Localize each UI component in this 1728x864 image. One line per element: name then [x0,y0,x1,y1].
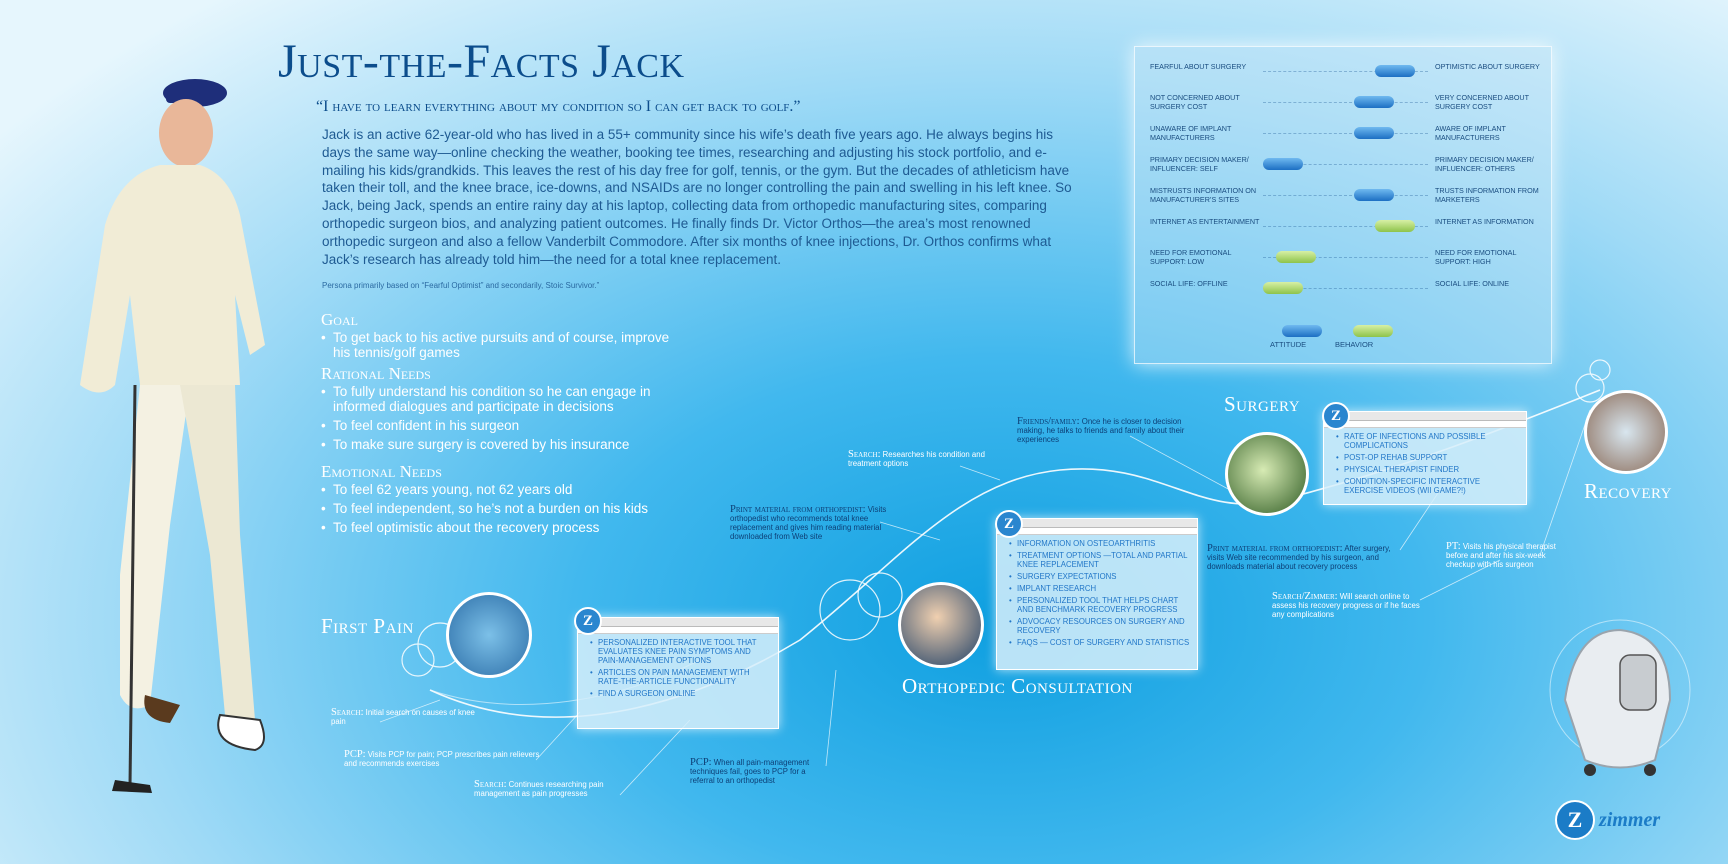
browser-bar [997,519,1197,528]
web1-list [578,638,778,698]
scale-row [1135,125,1551,155]
scale-right-label: SOCIAL LIFE: ONLINE [1435,279,1510,288]
list-item: • FAQS — COST OF SURGERY AND STATISTICS [1017,638,1191,647]
scale-right-label: TRUSTS INFORMATION FROM MARKETERS [1435,186,1539,204]
list-item: • PERSONALIZED TOOL THAT HELPS CHART AND BENCHMARK RECOVERY PROGRESS [1017,596,1191,614]
list-item: • FIND A SURGEON ONLINE [598,689,772,698]
list-item: • CONDITION-SPECIFIC INTERACTIVE EXERCISE VIDEOS (WII GAME?!) [1344,477,1520,495]
goal-heading: Goal [321,310,358,329]
list-item: • To make sure surgery is covered by his insurance [321,437,681,452]
stage-first-pain: First Pain [321,614,414,638]
knee-implant-device [1545,610,1695,790]
scale-row [1135,249,1551,279]
scale-left-label: NEED FOR EMOTIONAL SUPPORT: LOW [1150,248,1232,266]
web3-list [1324,432,1526,495]
annotation-pcp-2: PCP: When all pain-management techniques fail, goes to PCP for a referral to an orthopedist [690,757,810,785]
annotation-search-2: Search: Continues researching pain management as pain progresses [474,779,604,798]
scale-right-label: AWARE OF IMPLANT MANUFACTURERS [1435,124,1506,142]
list-item: • SURGERY EXPECTATIONS [1017,572,1191,581]
annotation-search-4: Search/Zimmer: Will search online to assess his recovery progress or if he faces any complications [1272,591,1420,619]
scale-marker [1354,127,1394,139]
scale-left-label: UNAWARE OF IMPLANT MANUFACTURERS [1150,124,1232,142]
emotional-heading: Emotional Needs [321,462,442,481]
list-item: • PHYSICAL THERAPIST FINDER [1344,465,1520,474]
scale-row [1135,187,1551,217]
zimmer-z-icon: Z [995,510,1023,538]
zimmer-wordmark: zimmer [1599,808,1661,831]
recovery-photo [1584,390,1668,474]
rational-list [321,384,681,452]
legend-attitude: ATTITUDE [1270,340,1307,349]
stage-consultation: Orthopedic Consultation [902,674,1133,698]
list-item: • To fully understand his condition so he can engage in informed dialogues and participate in decisions [321,384,681,414]
scale-left-label: MISTRUSTS INFORMATION ON MANUFACTURER’S SITES [1150,186,1257,204]
list-item: • IMPLANT RESEARCH [1017,584,1191,593]
legend-behavior-swatch [1353,325,1393,337]
list-item: • To feel independent, so he’s not a burden on his kids [321,501,681,516]
scale-left-label: FEARFUL ABOUT SURGERY [1150,62,1247,71]
annotation-pt: PT: Visits his physical therapist before and after his six-week checkup with his surgeon [1446,541,1556,569]
web2-list [997,539,1197,647]
persona-story: Jack is an active 62-year-old who has lived in a 55+ community since his wife’s death five years ago. He always begins his days the same way—online checking the weather, booking tee times, researching and adjusting his stock portfolio, and e-mailing his kids/grandkids. This leaves the rest of his day free for golf, tennis, or the gym. But the decades of athleticism have taken their toll, and the knee brace, ice-downs, and NSAIDs are no longer controlling the pain and swelling in his left knee. So Jack, being Jack, spends an entire rainy day at his laptop, collecting data from orthopedic manufacturing sites, comparing orthopedic surgeon bios, and analyzing patient outcomes. He finally finds Dr. Victor Orthos—the area’s most renowned orthopedic surgeon and also a fellow Vanderbilt Commodore. After six months of knee injections, Dr. Orthos confirms what Jack’s research has already told him—the need for a total knee replacement. [322,127,1072,267]
scale-track [1263,133,1428,135]
goal-list [321,330,681,360]
website-panel-1 [577,617,779,729]
annotation-search-1: Search: Initial search on causes of knee pain [331,707,475,726]
scale-right-label: OPTIMISTIC ABOUT SURGERY [1435,62,1540,71]
browser-url [997,528,1197,535]
stage-surgery: Surgery [1224,392,1301,416]
scale-row [1135,63,1551,93]
zimmer-z-icon: Z [1555,800,1595,840]
scale-marker [1354,189,1394,201]
annotation-friends: Friends/family: Once he is closer to decision making, he talks to friends and family about their experiences [1017,416,1185,444]
list-item: • To feel 62 years young, not 62 years old [321,482,681,497]
browser-url [1324,421,1526,428]
annotation-search-3: Search: Researches his condition and treatment options [848,449,985,468]
page-title: Just-the-Facts Jack [278,35,685,88]
scale-marker [1276,251,1316,263]
legend-behavior: BEHAVIOR [1335,340,1374,349]
scale-track [1263,195,1428,197]
scale-marker [1375,65,1415,77]
scale-left-label: PRIMARY DECISION MAKER/ INFLUENCER: SELF [1150,155,1249,173]
website-panel-2 [996,518,1198,670]
scale-right-label: PRIMARY DECISION MAKER/ INFLUENCER: OTHERS [1435,155,1534,173]
scale-row [1135,218,1551,248]
zimmer-z-icon: Z [1322,402,1350,430]
surgery-photo [1225,432,1309,516]
browser-bar [578,618,778,627]
zimmer-logo [1555,800,1660,840]
emotional-list [321,482,681,535]
annotation-pcp-1: PCP: Visits PCP for pain; PCP prescribes pain relievers and recommends exercises [344,749,540,768]
scale-row [1135,94,1551,124]
list-item: • ADVOCACY RESOURCES ON SURGERY AND RECOVERY [1017,617,1191,635]
list-item: • To feel optimistic about the recovery process [321,520,681,535]
list-item: • To get back to his active pursuits and of course, improve his tennis/golf games [321,330,681,360]
scale-right-label: VERY CONCERNED ABOUT SURGERY COST [1435,93,1529,111]
list-item: • ARTICLES ON PAIN MANAGEMENT WITH RATE-THE-ARTICLE FUNCTIONALITY [598,668,772,686]
stage-recovery: Recovery [1584,479,1673,503]
scale-left-label: NOT CONCERNED ABOUT SURGERY COST [1150,93,1240,111]
scale-right-label: NEED FOR EMOTIONAL SUPPORT: HIGH [1435,248,1517,266]
legend-attitude-swatch [1282,325,1322,337]
consultation-photo [898,582,984,668]
zimmer-z-icon: Z [574,607,602,635]
rational-heading: Rational Needs [321,364,431,383]
annotation-print-1: Print material from orthopedist: Visits orthopedist who recommends total knee replacement and gives him reading material downloaded from Web site [730,504,887,541]
list-item: • RATE OF INFECTIONS AND POSSIBLE COMPLICATIONS [1344,432,1520,450]
scale-marker [1263,282,1303,294]
golfer-illustration [60,55,290,845]
browser-bar [1324,412,1526,421]
scale-marker [1375,220,1415,232]
annotation-print-2: Print material from orthopedist: After surgery, visits Web site recommended by his surgeon, and downloads material about recovery process [1207,543,1391,571]
attitude-behavior-panel [1134,46,1552,364]
list-item: • POST-OP REHAB SUPPORT [1344,453,1520,462]
scale-row [1135,280,1551,310]
scale-marker [1354,96,1394,108]
browser-url [578,627,778,634]
first-pain-photo [446,592,532,678]
scale-track [1263,102,1428,104]
list-item: • TREATMENT OPTIONS —TOTAL AND PARTIAL KNEE REPLACEMENT [1017,551,1191,569]
list-item: • To feel confident in his surgeon [321,418,681,433]
persona-quote: “I have to learn everything about my condition so I can get back to golf.” [316,98,801,115]
persona-note: Persona primarily based on “Fearful Optimist” and secondarily, Stoic Survivor.” [322,281,600,290]
needs-section [321,310,681,539]
scale-left-label: SOCIAL LIFE: OFFLINE [1150,279,1228,288]
scale-marker [1263,158,1303,170]
list-item: • INFORMATION ON OSTEOARTHRITIS [1017,539,1191,548]
website-panel-3 [1323,411,1527,505]
scale-row [1135,156,1551,186]
scale-left-label: INTERNET AS ENTERTAINMENT [1150,217,1260,226]
list-item: • PERSONALIZED INTERACTIVE TOOL THAT EVALUATES KNEE PAIN SYMPTOMS AND PAIN-MANAGEMENT OPTIONS [598,638,772,665]
scale-right-label: INTERNET AS INFORMATION [1435,217,1534,226]
